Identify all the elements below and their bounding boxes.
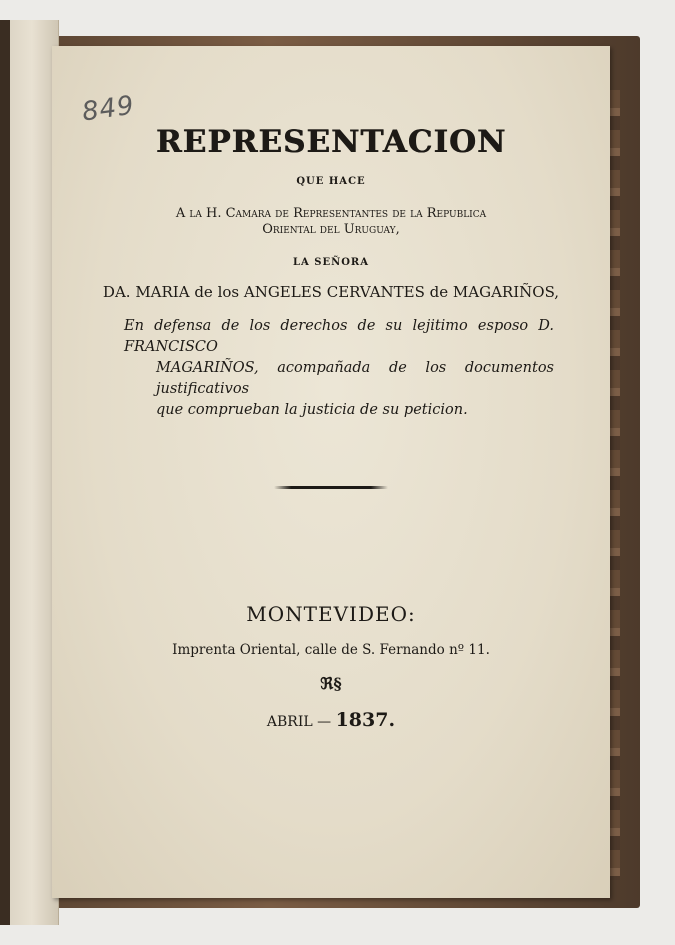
- manuscript-number: 849: [80, 90, 137, 128]
- spine-shadow: [0, 20, 10, 925]
- printer-ornament-icon: ℜ§: [320, 674, 342, 693]
- decorative-rule: [274, 486, 388, 489]
- defense-paragraph: [124, 316, 554, 421]
- imprint-date: [52, 709, 610, 731]
- imprint-month: ABRIL —: [266, 714, 332, 730]
- imprint-city: MONTEVIDEO:: [246, 602, 416, 626]
- la-senora-line: LA SEÑORA: [292, 257, 370, 268]
- camara-line-1: A la H. Camara de Representantes de la Republica: [175, 206, 487, 221]
- defense-line-1: En defensa de los derechos de su lejitimo esposo D. FRANCISCO: [124, 318, 554, 355]
- imprint-year: 1837.: [335, 709, 396, 731]
- dedicatee-line: DA. MARIA de los ANGELES CERVANTES de MAGARIÑOS,: [102, 283, 560, 301]
- que-hace-line: QUE HACE: [296, 176, 366, 187]
- imprint-printer: Imprenta Oriental, calle de S. Fernando nº 11.: [172, 642, 490, 658]
- defense-line-2: MAGARIÑOS, acompañada de los documentos justificativos: [156, 360, 554, 397]
- title-page: [52, 46, 610, 898]
- camara-line-2: Oriental del Uruguay,: [262, 222, 400, 237]
- document-title: REPRESENTACION: [155, 124, 507, 160]
- defense-line-3: que comprueban la justicia de su peticion.: [156, 402, 468, 418]
